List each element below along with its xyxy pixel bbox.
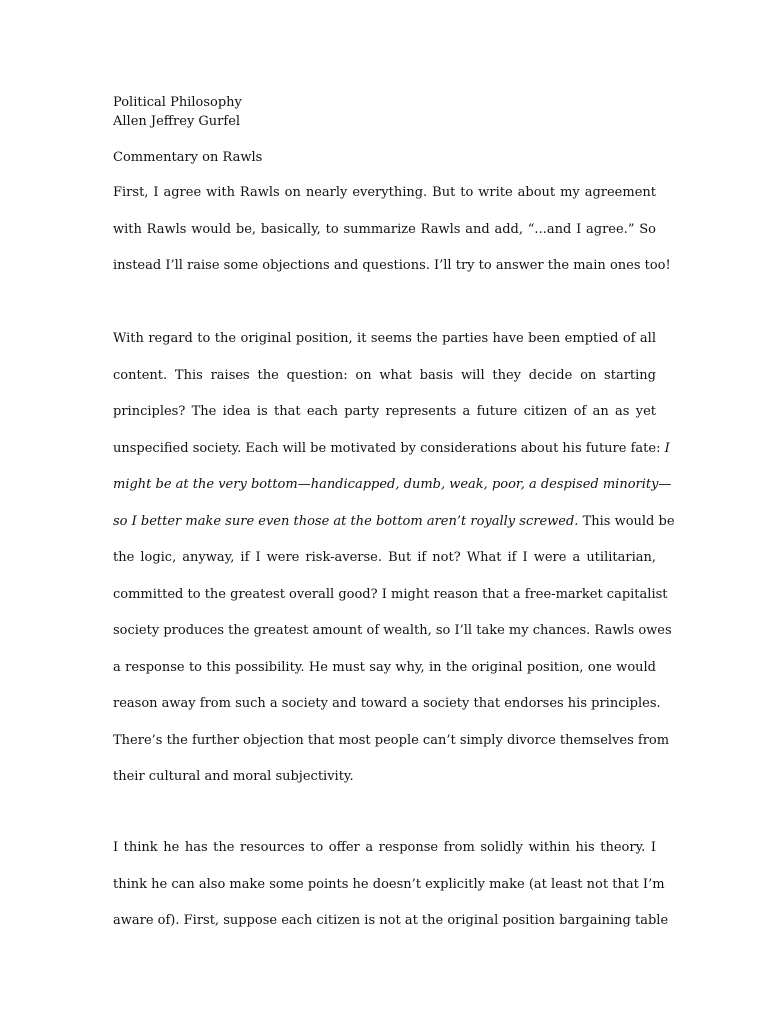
text-line: I think he has the resources to offer a response from solidly within his theory. I bbox=[113, 840, 656, 855]
text-line: With regard to the original position, it seems the parties have been emptied of all bbox=[113, 331, 656, 346]
text-line: instead I’ll raise some objections and questions. I’ll try to answer the main ones too! bbox=[113, 258, 671, 273]
text-line: aware of). First, suppose each citizen is not at the original position bargaining table bbox=[113, 913, 669, 928]
document-header bbox=[113, 93, 658, 131]
text-line: with Rawls would be, basically, to summarize Rawls and add, “...and I agree.” So bbox=[113, 221, 656, 237]
italic-fragment: so I better make sure even those at the bottom aren’t royally screwed. bbox=[113, 513, 579, 529]
text-line: their cultural and moral subjectivity. bbox=[113, 769, 354, 784]
text-line: a response to this possibility. He must say why, in the original position, one would bbox=[113, 659, 656, 675]
text-line-end: This would be bbox=[582, 513, 675, 529]
text-line: content. This raises the question: on what basis will they decide on starting bbox=[113, 367, 656, 383]
document-title: Commentary on Rawls bbox=[113, 150, 263, 165]
text-line bbox=[113, 512, 675, 549]
text-line: society produces the greatest amount of wealth, so I’ll take my chances. Rawls owes bbox=[113, 623, 672, 638]
text-line: think he can also make some points he doesn’t explicitly make (at least not that I’m bbox=[113, 876, 665, 892]
text-line: There’s the further objection that most people can’t simply divorce themselves from bbox=[113, 732, 670, 748]
italic-fragment: I bbox=[664, 440, 670, 456]
text-line: reason away from such a society and toward a society that endorses his principles. bbox=[113, 696, 661, 711]
text-line: First, I agree with Rawls on nearly everything. But to write about my agreement bbox=[113, 185, 656, 200]
text-line bbox=[113, 439, 670, 476]
course-name: Political Philosophy bbox=[113, 95, 242, 110]
text-line: principles? The idea is that each party represents a future citizen of an as yet bbox=[113, 404, 656, 419]
paragraph-3 bbox=[113, 838, 669, 948]
paragraph-2 bbox=[113, 329, 675, 804]
text-line: committed to the greatest overall good? I might reason that a free-market capitalist bbox=[113, 586, 668, 602]
text-line-start: unspecified society. Each will be motivated by considerations about his future fate: bbox=[113, 440, 661, 456]
paragraph-1 bbox=[113, 183, 671, 293]
text-line: the logic, anyway, if I were risk-averse. But if not? What if I were a utilitarian, bbox=[113, 550, 656, 565]
author-name: Allen Jeffrey Gurfel bbox=[113, 114, 241, 129]
italic-text-line: might be at the very bottom—handicapped, dumb, weak, poor, a despised minority— bbox=[113, 477, 672, 492]
